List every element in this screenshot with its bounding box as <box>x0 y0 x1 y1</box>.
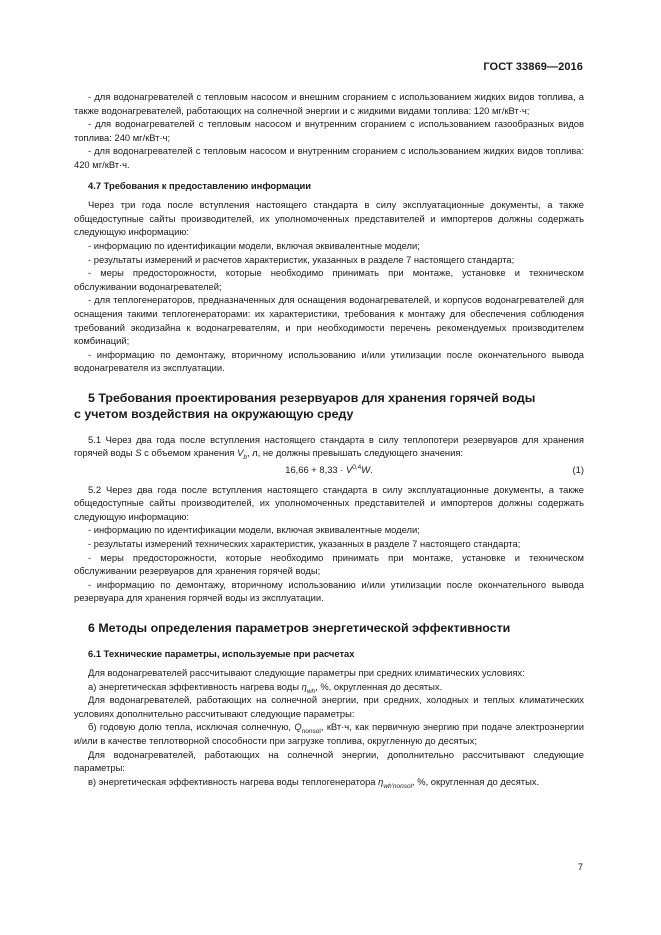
section-heading-6: 6 Методы определения параметров энергетической эффективности <box>88 621 511 635</box>
section-heading-5-line1: 5 Требования проектирования резервуаров для хранения горячей воды <box>88 390 536 405</box>
subsection-heading-6-1: 6.1 Технические параметры, используемые при расчетах <box>88 647 355 659</box>
list-item: - информацию по идентификации модели, включая эквивалентные модели; <box>88 239 420 251</box>
list-item: - для водонагревателей с тепловым насосом и внутренним сгоранием с использованием газообразных видов топлива: 240 мг/кВт·ч; <box>74 118 584 143</box>
list-item: - информацию по демонтажу, вторичному использованию и/или утилизации после окончательного вывода резервуара для хранения горячей воды из эксплуатации. <box>74 578 584 604</box>
section-heading-5 <box>74 390 584 423</box>
list-item: - для водонагревателей с тепловым насосом и внутренним сгоранием с использованием жидких видов топлива: 420 мг/кВт·ч. <box>74 145 584 170</box>
list-item: - результаты измерений технических характеристик, указанных в разделе 7 настоящего стандарта; <box>88 538 521 550</box>
paragraph: Для водонагревателей, работающих на солнечной энергии, при средних, холодных и теплых климатических условиях дополнительно рассчитывают следующие параметры: <box>74 694 584 719</box>
list-item: - информацию по демонтажу, вторичному использованию и/или утилизации после окончательного вывода водонагревателя из эксплуатации. <box>74 348 584 374</box>
list-item: а) энергетическая эффективность нагрева воды $\eta_{wh}$, %, округленная до десятых. <box>88 680 443 695</box>
page-body <box>74 90 584 788</box>
subsection-heading-4-7: 4.7 Требования к предоставлению информации <box>88 179 312 191</box>
paragraph-5-2: 5.2 Через два года после вступления настоящего стандарта в силу эксплуатационные документы, а также общедоступные сайты производителей, их уполномоченных представителей и импортеров должны содержать следующую информацию: <box>74 483 584 522</box>
list-item: - меры предосторожности, которые необходимо принимать при монтаже, установке и техническом обслуживании резервуаров для хранения горячей воды; <box>74 551 584 577</box>
paragraph-5-1: 5.1 Через два года после вступления настоящего стандарта в силу теплопотери резервуаров для хранения горячей воды S с объемом хранения $V_b$, л, не должны превышать следующего значения: <box>74 433 584 462</box>
list-item: б) годовую долю тепла, исключая солнечную, $Q_{nonsol}$, кВт·ч, как первичную энергию при подаче электроэнергии и/или в качестве теплотворной способности при загрузке топлива, округленную до десятых; <box>74 721 584 747</box>
standard-number: ГОСТ 33869—2016 <box>483 61 583 73</box>
list-item: - информацию по идентификации модели, включая эквивалентные модели; <box>88 524 420 536</box>
section-heading-5-line2: с учетом воздействия на окружающую среду <box>74 407 354 422</box>
list-item: - результаты измерений и расчетов характеристик, указанных в разделе 7 настоящего стандарта; <box>88 253 515 265</box>
paragraph: Через три года после вступления настоящего стандарта в силу эксплуатационные документы, а также общедоступные сайты производителей, их уполномоченных представителей и импортеров должны содержать следующую информацию: <box>74 199 584 238</box>
list-item: - для теплогенераторов, предназначенных для оснащения водонагревателей, и корпусов водонагревателей для оснащения такими теплогенераторами: их характеристики, требования к монтажу для обеспечения соблюдения требований экодизайна к водонагревателям, и при необходимости перечень рекомендуемых производителем комбинаций; <box>74 294 584 347</box>
page-number: 7 <box>577 862 583 873</box>
list-item: - меры предосторожности, которые необходимо принимать при монтаже, установке и техническом обслуживании водонагревателей; <box>74 267 584 292</box>
paragraph: Для водонагревателей, работающих на солнечной энергии, дополнительно рассчитывают следующие параметры: <box>74 748 584 774</box>
list-item: в) энергетическая эффективность нагрева воды теплогенератора $\eta_{wh'nonsol}$, %, округленная до десятых. <box>88 775 540 790</box>
list-item: - для водонагревателей с тепловым насосом и внешним сгоранием с использованием жидких видов топлива, а также водонагревателей, работающих на солнечной энергии и с жидкими видами топлива: 120 мг/кВт·ч; <box>74 91 584 116</box>
formula-1: 16,66 + 8,33 · V$^{0,4}$W. (1) <box>285 463 584 476</box>
paragraph: Для водонагревателей рассчитывают следующие параметры при средних климатических условиях: <box>88 667 525 679</box>
formula-number: (1) <box>572 464 584 476</box>
